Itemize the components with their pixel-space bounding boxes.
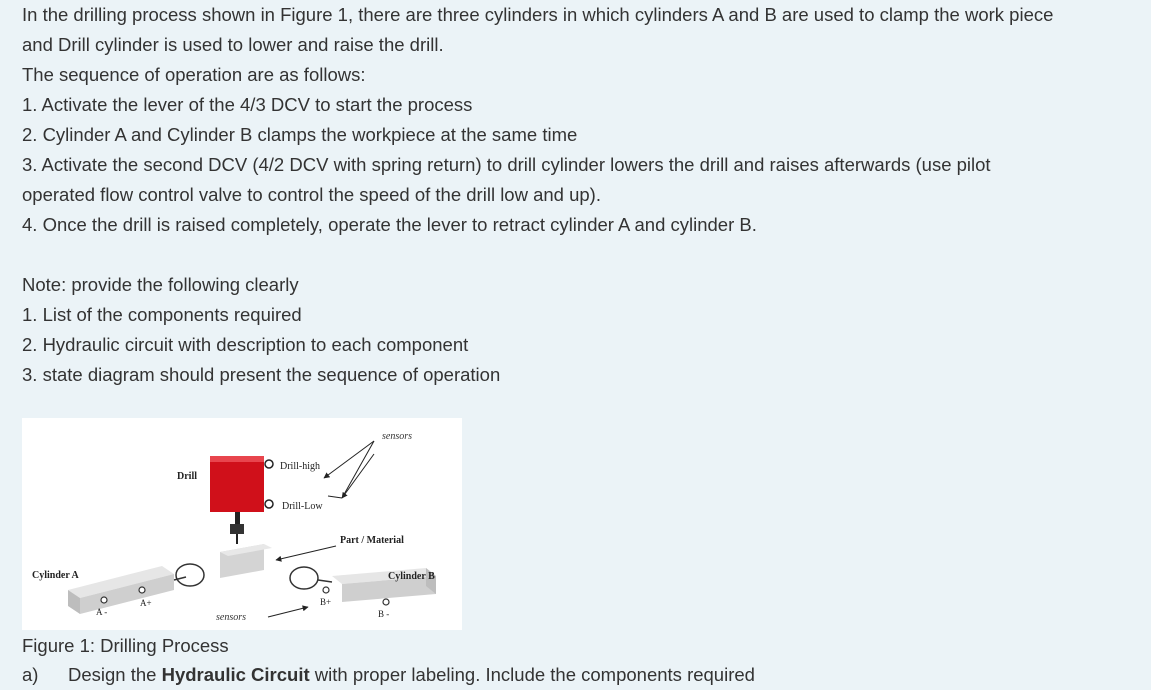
step-1: 1. Activate the lever of the 4/3 DCV to start the process bbox=[22, 94, 473, 115]
drill-high-sensor-icon bbox=[265, 460, 273, 468]
figure-caption: Figure 1: Drilling Process bbox=[22, 635, 229, 656]
a-plus-label: A+ bbox=[140, 598, 152, 608]
spacer bbox=[22, 240, 1147, 270]
problem-statement bbox=[22, 0, 1147, 390]
question-text-bold: Hydraulic Circuit bbox=[161, 664, 310, 685]
a-plus-sensor-icon bbox=[139, 587, 145, 593]
sensor-line bbox=[342, 441, 374, 498]
intro-line-1: In the drilling process shown in Figure 1, there are three cylinders in which cylinders A and B are used to clamp the work piece bbox=[22, 4, 1054, 25]
cylinder-a-label: Cylinder A bbox=[32, 570, 79, 581]
sequence-heading: The sequence of operation are as follows: bbox=[22, 64, 366, 85]
step-3: 3. Activate the second DCV (4/2 DCV with spring return) to drill cylinder lowers the drill and raises afterwards (use pilot bbox=[22, 154, 991, 175]
part-material-label: Part / Material bbox=[340, 535, 404, 546]
drill-label: Drill bbox=[177, 471, 197, 482]
a-minus-sensor-icon bbox=[101, 597, 107, 603]
question-label: a) bbox=[22, 664, 39, 685]
intro-line-2: and Drill cylinder is used to lower and raise the drill. bbox=[22, 34, 444, 55]
part-arrow bbox=[276, 546, 336, 560]
question-text-post: with proper labeling. Include the components required bbox=[309, 664, 755, 685]
drill-low-label: Drill-Low bbox=[282, 501, 323, 512]
sensor-arrow-high bbox=[324, 441, 374, 478]
cylinder-b-rod bbox=[318, 580, 332, 582]
question-a bbox=[22, 660, 755, 690]
cylinder-a-clamp-icon bbox=[176, 564, 204, 586]
drill-shaft bbox=[235, 512, 240, 524]
note-heading: Note: provide the following clearly bbox=[22, 274, 299, 295]
a-minus-label: A - bbox=[96, 607, 108, 617]
cylinder-b-label: Cylinder B bbox=[388, 571, 435, 582]
b-minus-sensor-icon bbox=[383, 599, 389, 605]
sensors-top-label: sensors bbox=[382, 431, 413, 442]
drilling-diagram bbox=[22, 418, 462, 630]
b-minus-label: B - bbox=[378, 609, 390, 619]
sensor-arrow-bottom bbox=[268, 607, 308, 617]
question-text-pre: Design the bbox=[68, 664, 162, 685]
b-plus-label: B+ bbox=[320, 597, 332, 607]
step-4: 4. Once the drill is raised completely, operate the lever to retract cylinder A and cylinder B. bbox=[22, 214, 757, 235]
sensors-bottom-label: sensors bbox=[216, 612, 247, 623]
drill-chuck bbox=[230, 524, 244, 534]
note-item-2: 2. Hydraulic circuit with description to each component bbox=[22, 334, 469, 355]
step-2: 2. Cylinder A and Cylinder B clamps the workpiece at the same time bbox=[22, 124, 578, 145]
drill-body-highlight bbox=[210, 456, 264, 462]
drilling-process-figure bbox=[22, 418, 462, 630]
step-3-cont: operated flow control valve to control the speed of the drill low and up). bbox=[22, 184, 601, 205]
drill-body bbox=[210, 456, 264, 512]
note-item-1: 1. List of the components required bbox=[22, 304, 302, 325]
note-item-3: 3. state diagram should present the sequence of operation bbox=[22, 364, 501, 385]
drill-low-sensor-icon bbox=[265, 500, 273, 508]
sensor-line-2 bbox=[328, 496, 342, 498]
drill-high-label: Drill-high bbox=[280, 461, 320, 472]
cylinder-b-clamp-icon bbox=[290, 567, 318, 589]
b-plus-sensor-icon bbox=[323, 587, 329, 593]
